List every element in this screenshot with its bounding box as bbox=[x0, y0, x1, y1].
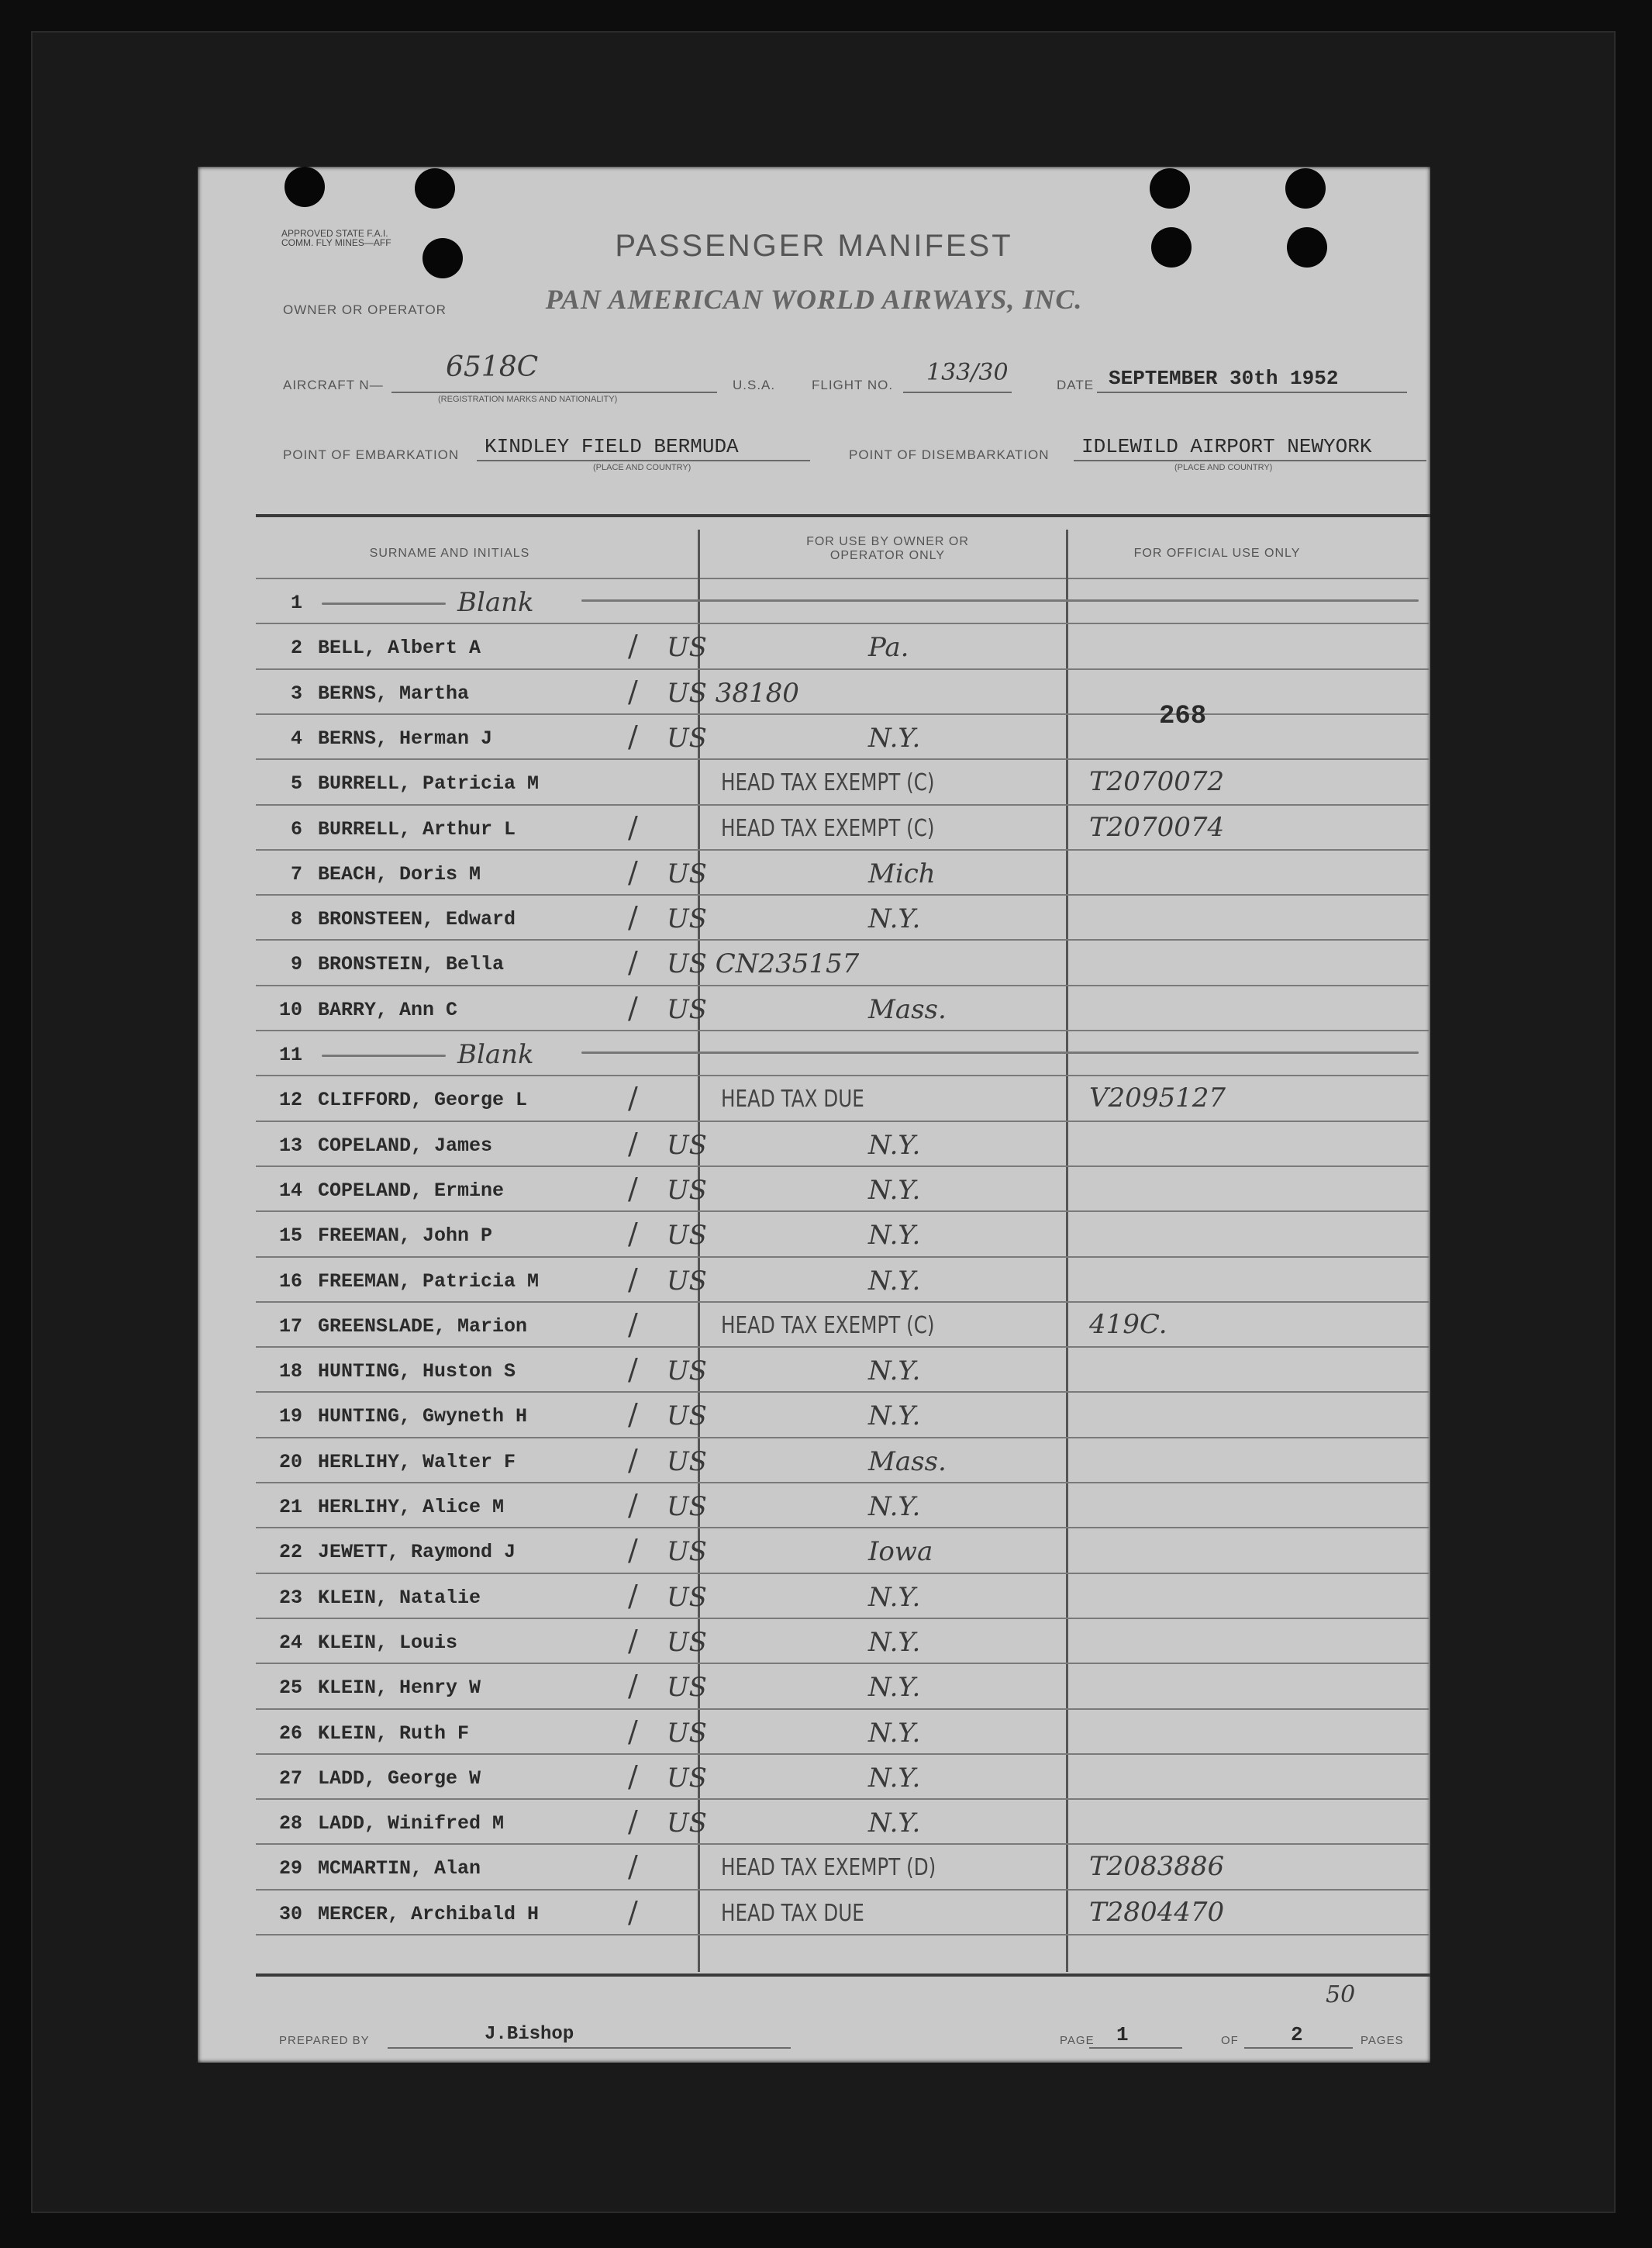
owner-note: US bbox=[667, 1174, 707, 1206]
state-note: N.Y. bbox=[868, 1672, 921, 1704]
check-mark: / bbox=[628, 1217, 638, 1252]
check-mark: / bbox=[628, 674, 638, 709]
check-mark: / bbox=[628, 1578, 638, 1613]
table-row bbox=[256, 713, 1430, 758]
tax-stamp: HEAD TAX DUE bbox=[721, 1899, 864, 1927]
punch-hole bbox=[1285, 168, 1326, 209]
passenger-name: JEWETT, Raymond J bbox=[318, 1541, 516, 1564]
table-row bbox=[256, 1121, 1430, 1165]
table-row bbox=[256, 939, 1430, 984]
owner-label: OWNER OR OPERATOR bbox=[283, 302, 447, 317]
official-number: T2804470 bbox=[1089, 1896, 1225, 1928]
table-row bbox=[256, 804, 1430, 849]
owner-note: US bbox=[667, 858, 707, 889]
aircraft-value: 6518C bbox=[446, 351, 539, 383]
flight-value: 133/30 bbox=[926, 359, 1009, 386]
table-row bbox=[256, 1301, 1430, 1346]
page-underline bbox=[1089, 2047, 1182, 2049]
passenger-name: BELL, Albert A bbox=[318, 637, 481, 660]
official-number: 419C. bbox=[1089, 1308, 1167, 1340]
row-number: 27 bbox=[278, 1766, 302, 1790]
table-row bbox=[256, 1843, 1430, 1888]
passenger-name: BERNS, Martha bbox=[318, 682, 470, 705]
check-mark: / bbox=[628, 1488, 638, 1522]
table-top-rule bbox=[256, 514, 1430, 517]
passenger-name: LADD, George W bbox=[318, 1766, 481, 1790]
passenger-name: COPELAND, Ermine bbox=[318, 1179, 505, 1202]
official-number: T2083886 bbox=[1089, 1851, 1225, 1883]
state-note: Mass. bbox=[868, 1445, 947, 1477]
row-number: 10 bbox=[278, 998, 302, 1021]
date-label: DATE bbox=[1057, 378, 1095, 392]
row-number: 6 bbox=[290, 817, 302, 841]
flight-label: FLIGHT NO. bbox=[812, 378, 894, 392]
date-underline bbox=[1097, 392, 1407, 393]
page-value: 1 bbox=[1116, 2023, 1129, 2046]
state-note: N.Y. bbox=[868, 1808, 921, 1839]
owner-note: US bbox=[667, 1626, 707, 1658]
table-row bbox=[256, 1618, 1430, 1663]
row-rule bbox=[256, 1934, 1430, 1935]
state-note: N.Y. bbox=[868, 1174, 921, 1206]
owner-note: US bbox=[667, 903, 707, 935]
check-mark: / bbox=[628, 1397, 638, 1432]
punch-hole bbox=[415, 168, 455, 209]
check-mark: / bbox=[628, 1714, 638, 1749]
pages-label: PAGES bbox=[1361, 2034, 1404, 2047]
check-mark: / bbox=[628, 900, 638, 935]
row-number: 12 bbox=[278, 1089, 302, 1112]
check-mark: / bbox=[628, 1352, 638, 1387]
table-row bbox=[256, 1030, 1430, 1075]
row-number: 25 bbox=[278, 1677, 302, 1700]
check-mark: / bbox=[628, 1262, 638, 1297]
passenger-name: LADD, Winifred M bbox=[318, 1812, 505, 1835]
embark-place-note: (PLACE AND COUNTRY) bbox=[593, 463, 691, 472]
row-number: 24 bbox=[278, 1631, 302, 1654]
table-row bbox=[256, 623, 1430, 668]
table-row bbox=[256, 1256, 1430, 1301]
flight-underline bbox=[903, 392, 1012, 393]
disembark-underline bbox=[1074, 460, 1426, 461]
state-note: N.Y. bbox=[868, 1129, 921, 1161]
state-note: Iowa bbox=[868, 1536, 933, 1568]
table-row bbox=[256, 1708, 1430, 1753]
passenger-name: BURRELL, Arthur L bbox=[318, 817, 516, 841]
owner-note: US bbox=[667, 993, 707, 1025]
embark-label: POINT OF EMBARKATION bbox=[283, 447, 460, 462]
owner-note: US bbox=[667, 1762, 707, 1794]
passenger-name: HERLIHY, Alice M bbox=[318, 1496, 505, 1518]
row-number: 5 bbox=[290, 772, 302, 796]
table-bottom-rule bbox=[256, 1973, 1430, 1977]
blank-scribble bbox=[322, 1055, 446, 1057]
table-row bbox=[256, 1437, 1430, 1482]
owner-note: US bbox=[667, 1536, 707, 1568]
row-number: 16 bbox=[278, 1269, 302, 1293]
row-number: 3 bbox=[290, 682, 302, 705]
owner-note: US bbox=[667, 1265, 707, 1297]
owner-note: US 38180 bbox=[667, 677, 799, 709]
check-mark: / bbox=[628, 1849, 638, 1884]
table-row bbox=[256, 894, 1430, 939]
count-note: 50 bbox=[1326, 1981, 1356, 2008]
row-number: 20 bbox=[278, 1450, 302, 1473]
tax-stamp: HEAD TAX EXEMPT (C) bbox=[721, 769, 935, 797]
table-row bbox=[256, 1663, 1430, 1708]
check-mark: / bbox=[628, 1759, 638, 1794]
passenger-name: FREEMAN, John P bbox=[318, 1224, 493, 1248]
blank-line bbox=[581, 1051, 1419, 1054]
row-number: 2 bbox=[290, 637, 302, 660]
row-number: 13 bbox=[278, 1134, 302, 1157]
row-number: 1 bbox=[290, 592, 302, 614]
state-note: N.Y. bbox=[868, 1400, 921, 1432]
aircraft-label: AIRCRAFT N— bbox=[283, 378, 384, 392]
col-owner-use: FOR USE BY OWNER OR OPERATOR ONLY bbox=[806, 535, 969, 562]
check-mark: / bbox=[628, 1442, 638, 1477]
owner-note: US bbox=[667, 1400, 707, 1432]
state-note: N.Y. bbox=[868, 722, 921, 754]
owner-note: US bbox=[667, 1672, 707, 1704]
prepared-value: J.Bishop bbox=[485, 2024, 574, 2045]
check-mark: / bbox=[628, 1081, 638, 1116]
punch-hole bbox=[1150, 168, 1190, 209]
tax-stamp: HEAD TAX DUE bbox=[721, 1086, 864, 1114]
prepared-label: PREPARED BY bbox=[279, 2034, 370, 2047]
company-name: PAN AMERICAN WORLD AIRWAYS, INC. bbox=[545, 284, 1083, 315]
row-number: 8 bbox=[290, 908, 302, 931]
check-mark: / bbox=[628, 810, 638, 844]
owner-note: US bbox=[667, 1581, 707, 1613]
aircraft-underline bbox=[391, 392, 717, 393]
check-mark: / bbox=[628, 1623, 638, 1658]
owner-note: Blank bbox=[457, 587, 534, 618]
owner-note: US bbox=[667, 632, 707, 664]
passenger-name: HUNTING, Gwyneth H bbox=[318, 1405, 528, 1428]
official-note: 268 bbox=[1159, 702, 1207, 731]
table-row bbox=[256, 1798, 1430, 1843]
official-number: T2070074 bbox=[1089, 811, 1225, 843]
of-underline bbox=[1244, 2047, 1353, 2049]
row-number: 23 bbox=[278, 1586, 302, 1609]
state-note: Mass. bbox=[868, 993, 947, 1025]
approval-note: APPROVED STATE F.A.I. COMM. FLY MINES—AFF bbox=[281, 228, 391, 248]
passenger-name: BRONSTEIN, Bella bbox=[318, 953, 505, 976]
check-mark: / bbox=[628, 1307, 638, 1342]
passenger-name: BERNS, Herman J bbox=[318, 727, 493, 750]
row-number: 19 bbox=[278, 1405, 302, 1428]
passenger-name: HERLIHY, Walter F bbox=[318, 1450, 516, 1473]
check-mark: / bbox=[628, 1533, 638, 1568]
owner-note: US bbox=[667, 1808, 707, 1839]
check-mark: / bbox=[628, 1894, 638, 1929]
owner-note: US CN235157 bbox=[667, 948, 860, 980]
disembark-place-note: (PLACE AND COUNTRY) bbox=[1174, 463, 1273, 472]
owner-note: Blank bbox=[457, 1039, 534, 1070]
passenger-name: BRONSTEEN, Edward bbox=[318, 908, 516, 931]
row-number: 14 bbox=[278, 1179, 302, 1202]
check-mark: / bbox=[628, 945, 638, 980]
state-note: N.Y. bbox=[868, 1355, 921, 1387]
check-mark: / bbox=[628, 719, 638, 754]
table-row bbox=[256, 1753, 1430, 1798]
check-mark: / bbox=[628, 629, 638, 664]
owner-note: US bbox=[667, 1445, 707, 1477]
check-mark: / bbox=[628, 1126, 638, 1161]
disembark-label: POINT OF DISEMBARKATION bbox=[849, 447, 1050, 462]
state-note: N.Y. bbox=[868, 1717, 921, 1749]
passenger-name: MCMARTIN, Alan bbox=[318, 1857, 481, 1880]
blank-line bbox=[581, 599, 1419, 602]
prepared-underline bbox=[388, 2047, 791, 2049]
date-value: SEPTEMBER 30th 1952 bbox=[1109, 367, 1339, 390]
state-note: N.Y. bbox=[868, 1626, 921, 1658]
owner-note: US bbox=[667, 1129, 707, 1161]
passenger-name: KLEIN, Natalie bbox=[318, 1586, 481, 1609]
state-note: N.Y. bbox=[868, 1491, 921, 1522]
row-number: 30 bbox=[278, 1902, 302, 1925]
table-row bbox=[256, 668, 1430, 713]
passenger-name: MERCER, Archibald H bbox=[318, 1902, 540, 1925]
owner-note: US bbox=[667, 1717, 707, 1749]
official-number: T2070072 bbox=[1089, 766, 1225, 798]
state-note: N.Y. bbox=[868, 1581, 921, 1613]
tax-stamp: HEAD TAX EXEMPT (D) bbox=[721, 1854, 936, 1882]
punch-hole bbox=[285, 167, 325, 207]
table-row bbox=[256, 578, 1430, 623]
state-note: Mich bbox=[868, 858, 936, 889]
state-note: N.Y. bbox=[868, 1762, 921, 1794]
tax-stamp: HEAD TAX EXEMPT (C) bbox=[721, 814, 935, 842]
embark-value: KINDLEY FIELD BERMUDA bbox=[485, 435, 739, 458]
row-number: 15 bbox=[278, 1224, 302, 1248]
passenger-name: HUNTING, Huston S bbox=[318, 1360, 516, 1383]
row-number: 18 bbox=[278, 1360, 302, 1383]
row-number: 9 bbox=[290, 953, 302, 976]
of-value: 2 bbox=[1291, 2023, 1303, 2046]
owner-note: US bbox=[667, 1491, 707, 1522]
col-official-use: FOR OFFICIAL USE ONLY bbox=[1133, 547, 1301, 560]
row-number: 26 bbox=[278, 1721, 302, 1745]
table-row bbox=[256, 1210, 1430, 1255]
table-row bbox=[256, 1165, 1430, 1210]
row-number: 17 bbox=[278, 1314, 302, 1338]
table-row bbox=[256, 1482, 1430, 1527]
passenger-name: GREENSLADE, Marion bbox=[318, 1314, 528, 1338]
embark-underline bbox=[477, 460, 810, 461]
owner-note: US bbox=[667, 722, 707, 754]
table-row bbox=[256, 1391, 1430, 1436]
table-row bbox=[256, 1573, 1430, 1618]
passenger-name: CLIFFORD, George L bbox=[318, 1089, 528, 1112]
passenger-name: BEACH, Doris M bbox=[318, 862, 481, 886]
tax-stamp: HEAD TAX EXEMPT (C) bbox=[721, 1311, 935, 1339]
passenger-name: BARRY, Ann C bbox=[318, 998, 458, 1021]
row-number: 4 bbox=[290, 727, 302, 750]
check-mark: / bbox=[628, 855, 638, 889]
blank-scribble bbox=[322, 603, 446, 605]
official-number: V2095127 bbox=[1089, 1083, 1226, 1114]
state-note: N.Y. bbox=[868, 1265, 921, 1297]
passenger-name: BURRELL, Patricia M bbox=[318, 772, 540, 796]
table-row bbox=[256, 1075, 1430, 1120]
table-row bbox=[256, 758, 1430, 803]
disembark-value: IDLEWILD AIRPORT NEWYORK bbox=[1081, 435, 1372, 458]
of-label: OF bbox=[1221, 2034, 1239, 2047]
owner-note: US bbox=[667, 1355, 707, 1387]
check-mark: / bbox=[628, 1171, 638, 1206]
row-number: 11 bbox=[278, 1044, 302, 1066]
state-note: N.Y. bbox=[868, 1220, 921, 1252]
state-note: Pa. bbox=[868, 632, 909, 664]
page-label: PAGE bbox=[1060, 2034, 1095, 2047]
passenger-name: FREEMAN, Patricia M bbox=[318, 1269, 540, 1293]
row-number: 22 bbox=[278, 1541, 302, 1564]
table-row bbox=[256, 1889, 1430, 1934]
row-number: 21 bbox=[278, 1496, 302, 1518]
passenger-name: COPELAND, James bbox=[318, 1134, 493, 1157]
page-title: PASSENGER MANIFEST bbox=[615, 229, 1013, 263]
passenger-name: KLEIN, Henry W bbox=[318, 1677, 481, 1700]
usa-label: U.S.A. bbox=[733, 378, 776, 392]
table-row bbox=[256, 985, 1430, 1030]
table-row bbox=[256, 849, 1430, 894]
check-mark: / bbox=[628, 990, 638, 1025]
registration-note: (REGISTRATION MARKS AND NATIONALITY) bbox=[438, 395, 618, 404]
passenger-name: KLEIN, Louis bbox=[318, 1631, 458, 1654]
check-mark: / bbox=[628, 1804, 638, 1839]
col-surname: SURNAME AND INITIALS bbox=[369, 547, 530, 560]
table-row bbox=[256, 1346, 1430, 1391]
manifest-page bbox=[198, 167, 1430, 2063]
row-number: 29 bbox=[278, 1857, 302, 1880]
owner-note: US bbox=[667, 1220, 707, 1252]
row-number: 7 bbox=[290, 862, 302, 886]
passenger-name: KLEIN, Ruth F bbox=[318, 1721, 470, 1745]
row-number: 28 bbox=[278, 1812, 302, 1835]
table-row bbox=[256, 1527, 1430, 1572]
state-note: N.Y. bbox=[868, 903, 921, 935]
check-mark: / bbox=[628, 1669, 638, 1704]
